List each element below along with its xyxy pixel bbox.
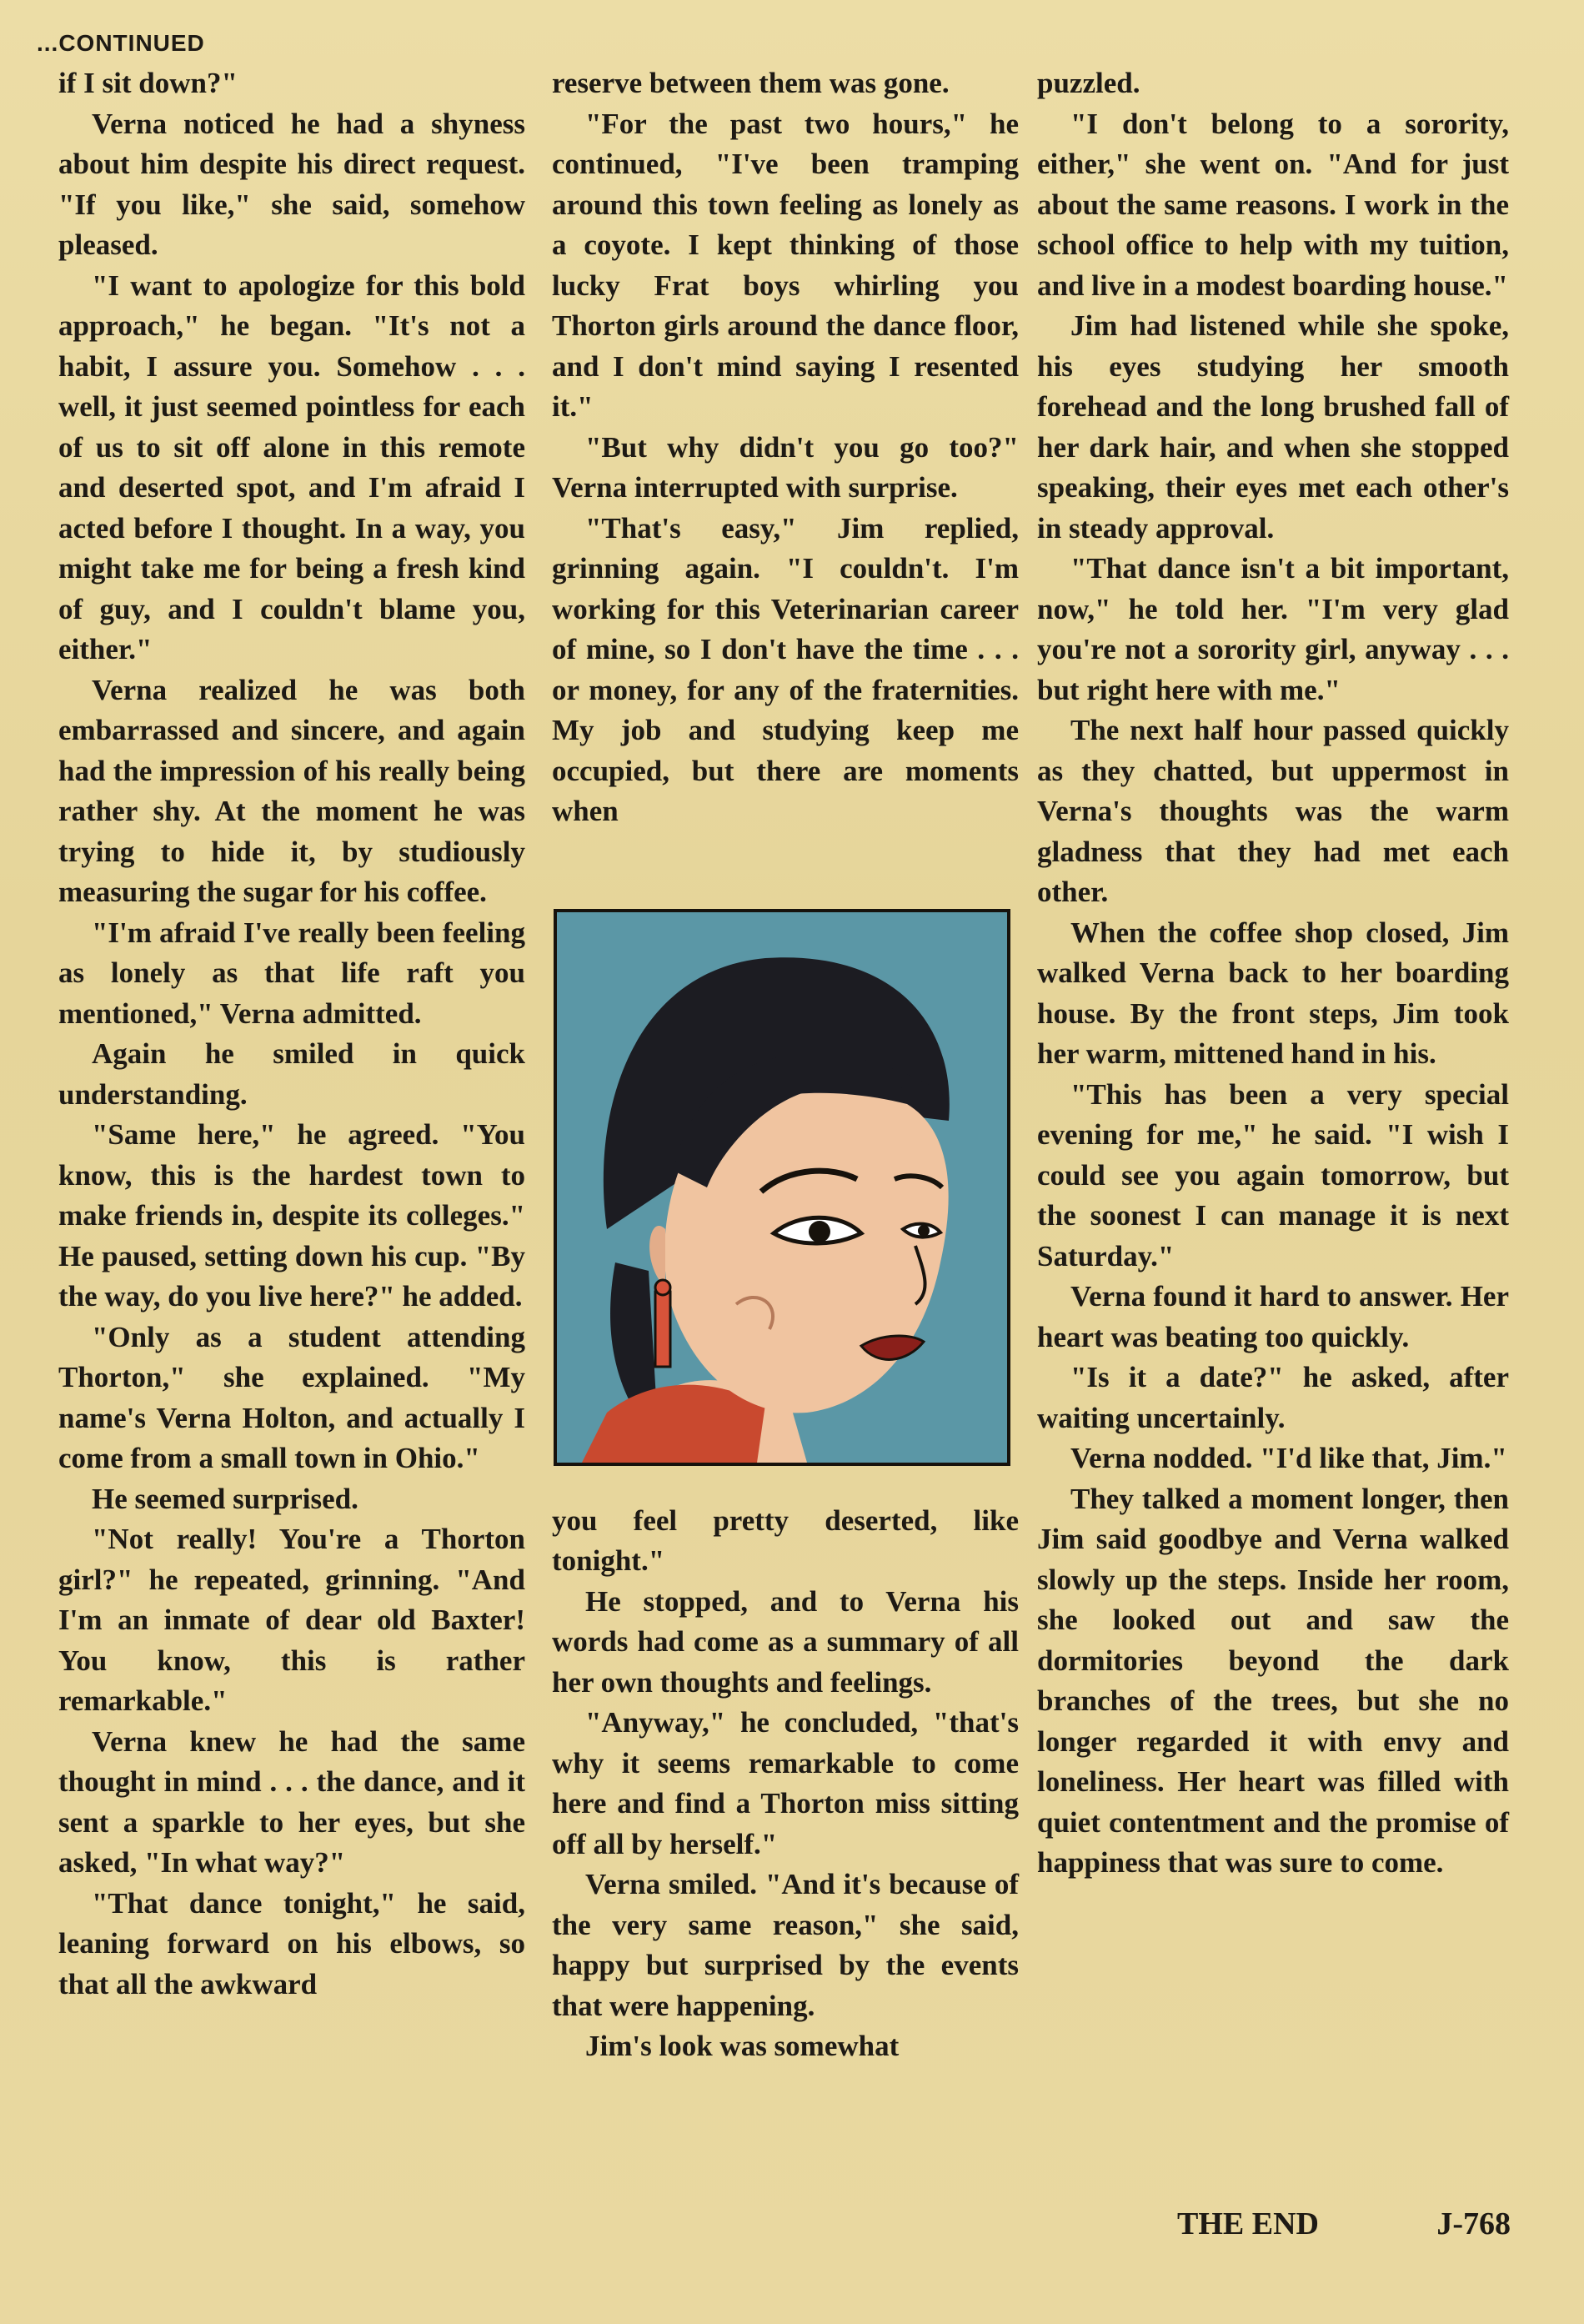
paragraph: Verna realized he was both embarrassed and sincere, and again had the impression of his really being rather shy. At the moment he was trying to hide it, by studiously measuring the sugar for his coffee. [58, 673, 525, 908]
paragraph: Verna noticed he had a shyness about him despite his direct request. "If you like," she said, somehow pleased. [58, 107, 525, 261]
paragraph: "That dance isn't a bit important, now," he told her. "I'm very glad you're not a sorority girl, anyway . . . but right here with me." [1037, 552, 1509, 706]
paragraph: reserve between them was gone. [552, 67, 950, 99]
paragraph: The next half hour passed quickly as they chatted, but uppermost in Verna's thoughts was the warm gladness that they had met each other. [1037, 714, 1509, 908]
paragraph: Verna smiled. "And it's because of the very same reason," she said, happy but surprised by the events that were happening. [552, 1868, 1019, 2022]
the-end-label: THE END [1177, 2206, 1319, 2241]
paragraph: "Not really! You're a Thorton girl?" he repeated, grinning. "And I'm an inmate of dear old Baxter! You know, this is rather remarkable." [58, 1523, 525, 1717]
paragraph: you feel pretty deserted, like tonight." [552, 1503, 1019, 1577]
paragraph: "I want to apologize for this bold approach," he began. "It's not a habit, I assure you. Somehow . . . well, it just seemed pointless for each of us to sit off alone in this remote and deserted spot, and I'm afraid I acted before I thought. In a way, you might take me for being a fresh kind of guy, and I couldn't blame you, either." [58, 269, 525, 665]
paragraph: "Same here," he agreed. "You know, this is the hardest town to make friends in, despite its colleges." He paused, setting down his cup. "By the way, do you live here?" he added. [58, 1118, 525, 1313]
paragraph: Verna knew he had the same thought in mind . . . the dance, and it sent a sparkle to her eyes, but she asked, "In what way?" [58, 1724, 525, 1879]
paragraph: Jim had listened while she spoke, his eyes studying her smooth forehead and the long brushed fall of her dark hair, and when she stopped speaking, their eyes met each other's in steady approval. [1037, 309, 1509, 545]
comic-panel-woman-portrait [554, 909, 1010, 1466]
paragraph: When the coffee shop closed, Jim walked Verna back to her boarding house. By the front steps, Jim took her warm, mittened hand in his. [1037, 916, 1509, 1070]
continued-label: ...CONTINUED [37, 30, 205, 56]
paragraph: "Is it a date?" he asked, after waiting uncertainly. [1037, 1361, 1509, 1434]
paragraph: "For the past two hours," he continued, "I've been tramping around this town feeling as lonely as a coyote. I kept thinking of those lucky Frat boys whirling you Thorton girls around the dance floor, and I don't mind saying I resented it." [552, 107, 1019, 423]
woman-portrait-illustration [557, 912, 1007, 1463]
paragraph: "I'm afraid I've really been feeling as lonely as that life raft you mentioned," Verna admitted. [58, 916, 525, 1030]
paragraph: "This has been a very special evening for me," he said. "I wish I could see you again tomorrow, but the soonest I can manage it is next Saturday." [1037, 1077, 1509, 1272]
paragraph: Verna found it hard to answer. Her heart was beating too quickly. [1037, 1280, 1509, 1353]
paragraph: "That's easy," Jim replied, grinning again. "I couldn't. I'm working for this Veterinarian career of mine, so I don't have the time . . . or money, for any of the fraternities. My job and studying keep me occupied, but there are moments when [552, 511, 1019, 827]
paragraph: Again he smiled in quick understanding. [58, 1037, 525, 1111]
paragraph: He stopped, and to Verna his words had come as a summary of all her own thoughts and feelings. [552, 1584, 1019, 1699]
paragraph: They talked a moment longer, then Jim said goodbye and Verna walked slowly up the steps. Inside her room, she looked out and saw the dormitories beyond the dark branches of the trees, but she no longer regarded it with envy and loneliness. Her heart was filled with quiet contentment and the promise of happiness that was sure to come. [1037, 1482, 1509, 1879]
paragraph: He seemed surprised. [92, 1482, 358, 1515]
text-column-1 [58, 63, 525, 2005]
paragraph: if I sit down?" [58, 67, 238, 99]
paragraph: "But why didn't you go too?" Verna interrupted with surprise. [552, 430, 1019, 504]
paragraph: puzzled. [1037, 67, 1140, 99]
paragraph: "I don't belong to a sorority, either," she went on. "And for just about the same reasons. I work in the school office to help with my tuition, and live in a modest boarding house." [1037, 107, 1509, 302]
story-code: J-768 [1436, 2206, 1511, 2241]
paragraph: "Only as a student attending Thorton," she explained. "My name's Verna Holton, and actually I come from a small town in Ohio." [58, 1320, 525, 1474]
text-column-2 [552, 63, 1019, 2067]
paragraph: Verna nodded. "I'd like that, Jim." [1070, 1442, 1507, 1474]
paragraph: "That dance tonight," he said, leaning forward on his elbows, so that all the awkward [58, 1886, 525, 2000]
paragraph: Jim's look was somewhat [585, 2030, 900, 2062]
text-column-3 [1037, 63, 1509, 1884]
story-footer [1177, 2206, 1511, 2242]
paragraph: "Anyway," he concluded, "that's why it seems remarkable to come here and find a Thorton miss sitting off all by herself." [552, 1706, 1019, 1860]
